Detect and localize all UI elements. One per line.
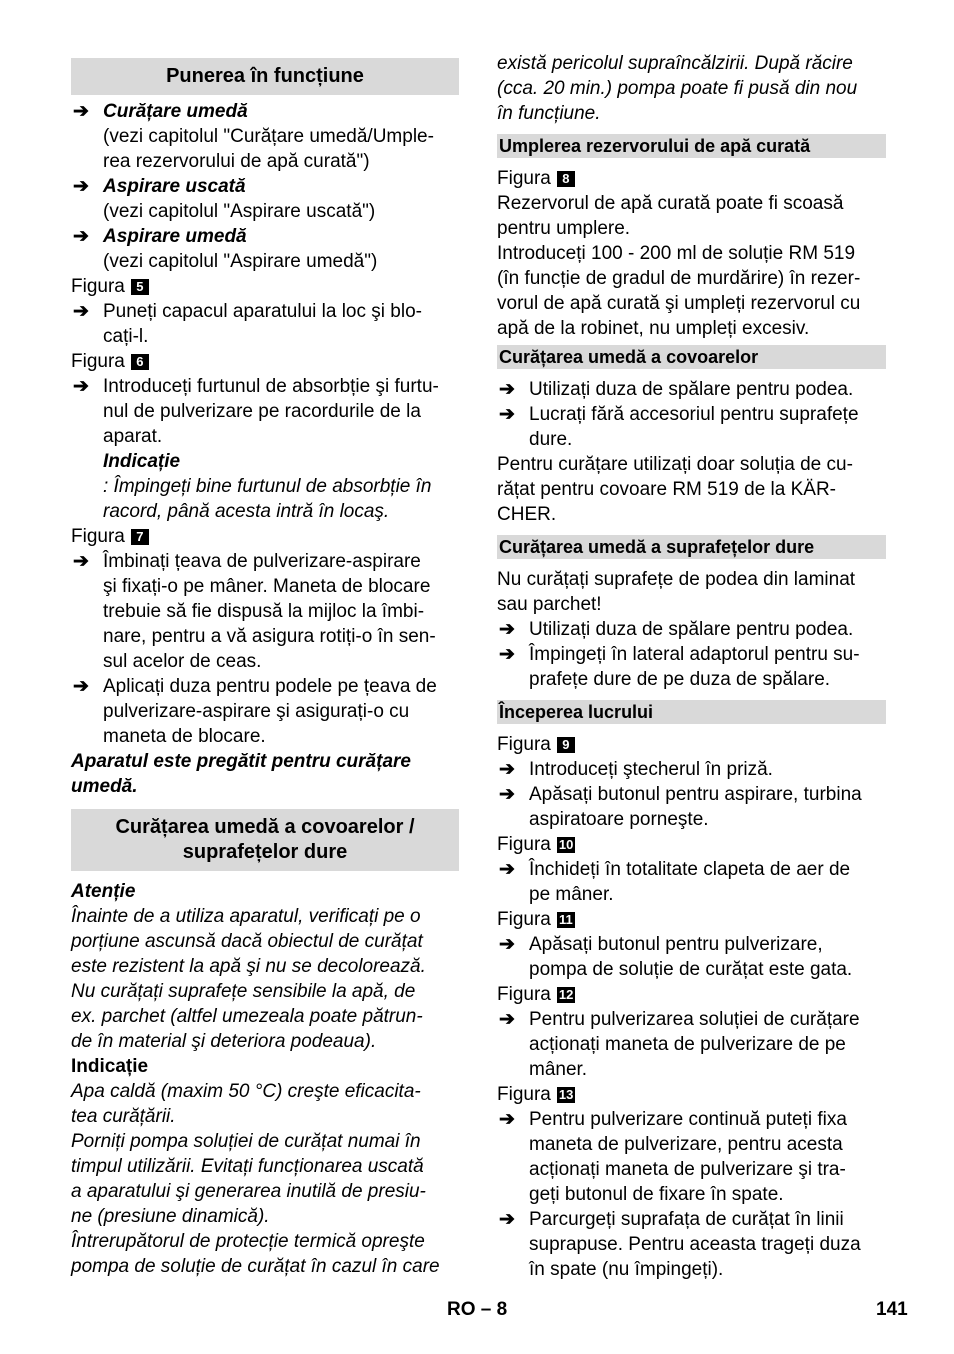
list-item: [71, 674, 459, 749]
continued-text: există pericolul supraîncălzirii. După răcire: [497, 53, 853, 74]
paragraph-text: apă de la robinet, nu umpleți excesiv.: [497, 318, 810, 339]
step-text: mâner.: [529, 1059, 588, 1080]
right-arrow-icon: ➔: [499, 1109, 515, 1130]
right-arrow-icon: ➔: [499, 859, 515, 880]
step-text: dure.: [529, 429, 573, 450]
figure-label: Figura: [71, 276, 125, 297]
figure-ref: [71, 349, 459, 374]
figure-label: Figura: [71, 526, 125, 547]
figure-ref: [497, 907, 886, 932]
indication-text: Porniți pompa soluției de curățat numai în: [71, 1131, 421, 1152]
indication-text: timpul utilizării. Evitați funcționarea uscată: [71, 1156, 424, 1177]
indication-text: a aparatului şi generarea inutilă de presiu-: [71, 1181, 426, 1202]
step-text: pulverizare-aspirare şi asigurați-o cu: [103, 701, 410, 722]
step-text: Împingeți în lateral adaptorul pentru su-: [529, 644, 860, 665]
section-heading-start-work: Începerea lucrului: [497, 700, 886, 724]
ready-statement: Aparatul este pregătit pentru curățare: [71, 751, 411, 772]
step-text: (vezi capitolul "Aspirare umedă"): [103, 251, 378, 272]
step-title: Curățare umedă: [103, 101, 248, 122]
attention-text: ex. parchet (altfel umezeala poate pătrun-: [71, 1006, 423, 1027]
step-text: aparat.: [103, 426, 163, 447]
right-arrow-icon: ➔: [499, 644, 515, 665]
paragraph-text: pentru umplere.: [497, 218, 631, 239]
heading-line: Curățarea umedă a covoarelor /: [115, 816, 415, 838]
right-arrow-icon: ➔: [499, 1009, 515, 1030]
section-heading-hard-surfaces: Curățarea umedă a suprafețelor dure: [497, 535, 886, 559]
indication-text: ne (presiune dinamică).: [71, 1206, 270, 1227]
section-heading-fill-tank: Umplerea rezervorului de apă curată: [497, 134, 886, 158]
paragraph-text: CHER.: [497, 504, 557, 525]
list-item: [497, 932, 886, 982]
figure-ref: [497, 832, 886, 857]
paragraph-text: sau parchet!: [497, 594, 602, 615]
list-item: [71, 374, 459, 524]
right-arrow-icon: ➔: [499, 619, 515, 640]
list-item: [497, 617, 886, 642]
list-item: [71, 224, 459, 274]
step-text: geți butonul de fixare în spate.: [529, 1184, 784, 1205]
list-item: [497, 1107, 886, 1207]
figure-label: Figura: [71, 351, 125, 372]
right-arrow-icon: ➔: [499, 934, 515, 955]
step-text: aspiratoare porneşte.: [529, 809, 709, 830]
right-arrow-icon: ➔: [73, 676, 89, 697]
step-text: prafețe dure de pe duza de spălare.: [529, 669, 831, 690]
figure-ref: [497, 1082, 886, 1107]
attention-text: porțiune ascunsă dacă obiectul de curățat: [71, 931, 423, 952]
step-text: Aplicați duza pentru podele pe țeava de: [103, 676, 437, 697]
attention-text: Nu curățați suprafețe sensibile la apă, de: [71, 981, 416, 1002]
step-text: acționați maneta de pulverizare şi tra-: [529, 1159, 846, 1180]
paragraph-text: Nu curățați suprafețe de podea din laminat: [497, 569, 856, 590]
right-arrow-icon: ➔: [499, 379, 515, 400]
list-item: [71, 299, 459, 349]
indication-text: Întrerupătorul de protecție termică opreşte: [71, 1231, 425, 1252]
attention-text: este rezistent la apă şi nu se decolorează.: [71, 956, 426, 977]
figure-label: Figura: [497, 168, 551, 189]
step-text: Închideți în totalitate clapeta de aer de: [529, 859, 851, 880]
figure-number-badge: 7: [131, 529, 149, 545]
figure-number-badge: 10: [558, 836, 574, 852]
list-item: [497, 402, 886, 452]
step-text: nare, pentru a vă asigura rotiți-o în sen-: [103, 626, 436, 647]
step-text: trebuie să fie dispusă la mijloc la îmbi-: [103, 601, 425, 622]
right-arrow-icon: ➔: [73, 376, 89, 397]
right-arrow-icon: ➔: [73, 226, 89, 247]
list-item: [71, 174, 459, 224]
right-column: [497, 51, 886, 1282]
ready-statement: umedă.: [71, 776, 138, 797]
footer-language-page: RO – 8: [447, 1299, 508, 1320]
figure-ref: [71, 524, 459, 549]
list-item: [497, 1207, 886, 1282]
figure-number-badge: 8: [557, 171, 575, 187]
right-arrow-icon: ➔: [499, 1209, 515, 1230]
step-text: Parcurgeți suprafața de curățat în linii: [529, 1209, 844, 1230]
step-text: Lucrați fără accesoriul pentru suprafețe: [529, 404, 859, 425]
step-text: şi fixați-o pe mâner. Maneta de blocare: [103, 576, 431, 597]
figure-number-badge: 9: [557, 737, 575, 753]
step-text: Îmbinați țeava de pulverizare-aspirare: [103, 551, 421, 572]
paragraph-text: Pentru curățare utilizați doar soluția de cu-: [497, 454, 853, 475]
paragraph-text: (în funcție de gradul de murdărire) în rezer-: [497, 268, 861, 289]
list-item: [497, 377, 886, 402]
figure-label: Figura: [497, 734, 551, 755]
note-text: racord, până acesta intră în locaş.: [103, 501, 390, 522]
right-arrow-icon: ➔: [73, 176, 89, 197]
attention-title: Atenție: [71, 881, 136, 902]
continued-text: în funcțiune.: [497, 103, 601, 124]
step-title: Aspirare umedă: [103, 226, 247, 247]
figure-label: Figura: [497, 984, 551, 1005]
right-arrow-icon: ➔: [73, 101, 89, 122]
figure-number-badge: 13: [558, 1086, 574, 1102]
list-item: [497, 782, 886, 832]
step-text: (vezi capitolul "Curățare umedă/Umple-: [103, 126, 434, 147]
right-arrow-icon: ➔: [499, 784, 515, 805]
step-text: rea rezervorului de apă curată"): [103, 151, 370, 172]
step-text: maneta de pulverizare, pentru acesta: [529, 1134, 843, 1155]
section-heading-carpets: Curățarea umedă a covoarelor: [497, 345, 886, 369]
step-text: în spate (nu împingeți).: [529, 1259, 724, 1280]
list-item: [497, 642, 886, 692]
figure-ref: [497, 166, 886, 191]
list-item: [497, 757, 886, 782]
figure-ref: [497, 982, 886, 1007]
continued-text: (cca. 20 min.) pompa poate fi pusă din nou: [497, 78, 858, 99]
step-text: suprapuse. Pentru aceasta trageți duza: [529, 1234, 861, 1255]
paragraph-text: rățat pentru covoare RM 519 de la KÄR-: [497, 479, 837, 500]
paragraph-text: Introduceți 100 - 200 ml de soluție RM 519: [497, 243, 856, 264]
figure-number-badge: 6: [131, 354, 149, 370]
attention-text: de în material şi deteriora podeaua).: [71, 1031, 377, 1052]
step-text: Utilizați duza de spălare pentru podea.: [529, 379, 854, 400]
figure-number-badge: 11: [557, 912, 575, 928]
paragraph-text: Rezervorul de apă curată poate fi scoasă: [497, 193, 844, 214]
list-item: [71, 99, 459, 174]
step-text: pompa de soluție de curățat este gata.: [529, 959, 853, 980]
footer-page-number: 141: [876, 1299, 908, 1320]
step-text: acționați maneta de pulverizare de pe: [529, 1034, 846, 1055]
step-title: Aspirare uscată: [103, 176, 246, 197]
step-text: Introduceți ştecherul în priză.: [529, 759, 773, 780]
step-text: Apăsați butonul pentru aspirare, turbina: [529, 784, 862, 805]
step-text: sul acelor de ceas.: [103, 651, 262, 672]
heading-line: suprafețelor dure: [182, 841, 348, 863]
right-arrow-icon: ➔: [499, 759, 515, 780]
step-text: pe mâner.: [529, 884, 614, 905]
figure-label: Figura: [497, 909, 551, 930]
figure-ref: [497, 732, 886, 757]
section-heading-wet-cleaning: [71, 809, 459, 871]
figure-label: Figura: [497, 1084, 551, 1105]
right-arrow-icon: ➔: [499, 404, 515, 425]
figure-label: Figura: [497, 834, 551, 855]
left-column: [71, 58, 459, 1279]
indication-text: Apa caldă (maxim 50 °C) creşte eficacita-: [71, 1081, 421, 1102]
step-text: Pentru pulverizare continuă puteți fixa: [529, 1109, 847, 1130]
paragraph-text: vorul de apă curată şi umpleți rezervorul cu: [497, 293, 861, 314]
list-item: [497, 1007, 886, 1082]
indication-text: tea curățării.: [71, 1106, 176, 1127]
note-title: Indicație: [103, 451, 181, 472]
step-text: Utilizați duza de spălare pentru podea.: [529, 619, 854, 640]
step-text: nul de pulverizare pe racordurile de la: [103, 401, 421, 422]
list-item: [71, 549, 459, 674]
step-text: Puneți capacul aparatului la loc şi blo-: [103, 301, 422, 322]
list-item: [497, 857, 886, 907]
step-text: maneta de blocare.: [103, 726, 266, 747]
step-text: (vezi capitolul "Aspirare uscată"): [103, 201, 376, 222]
indication-text: pompa de soluție de curățat în cazul în care: [71, 1256, 440, 1277]
step-text: Pentru pulverizarea soluției de curățare: [529, 1009, 860, 1030]
figure-number-badge: 5: [131, 279, 149, 295]
right-arrow-icon: ➔: [73, 301, 89, 322]
figure-ref: [71, 274, 459, 299]
step-text: Apăsați butonul pentru pulverizare,: [529, 934, 823, 955]
note-text: : Împingeți bine furtunul de absorbție în: [103, 476, 432, 497]
attention-text: Înainte de a utiliza aparatul, verificați pe o: [71, 906, 421, 927]
right-arrow-icon: ➔: [73, 551, 89, 572]
figure-number-badge: 12: [558, 986, 574, 1002]
step-text: Introduceți furtunul de absorbție şi furtu-: [103, 376, 439, 397]
indication-title: Indicație: [71, 1056, 149, 1077]
step-text: cați-l.: [103, 326, 149, 347]
section-heading-commissioning: Punerea în funcțiune: [71, 58, 459, 95]
